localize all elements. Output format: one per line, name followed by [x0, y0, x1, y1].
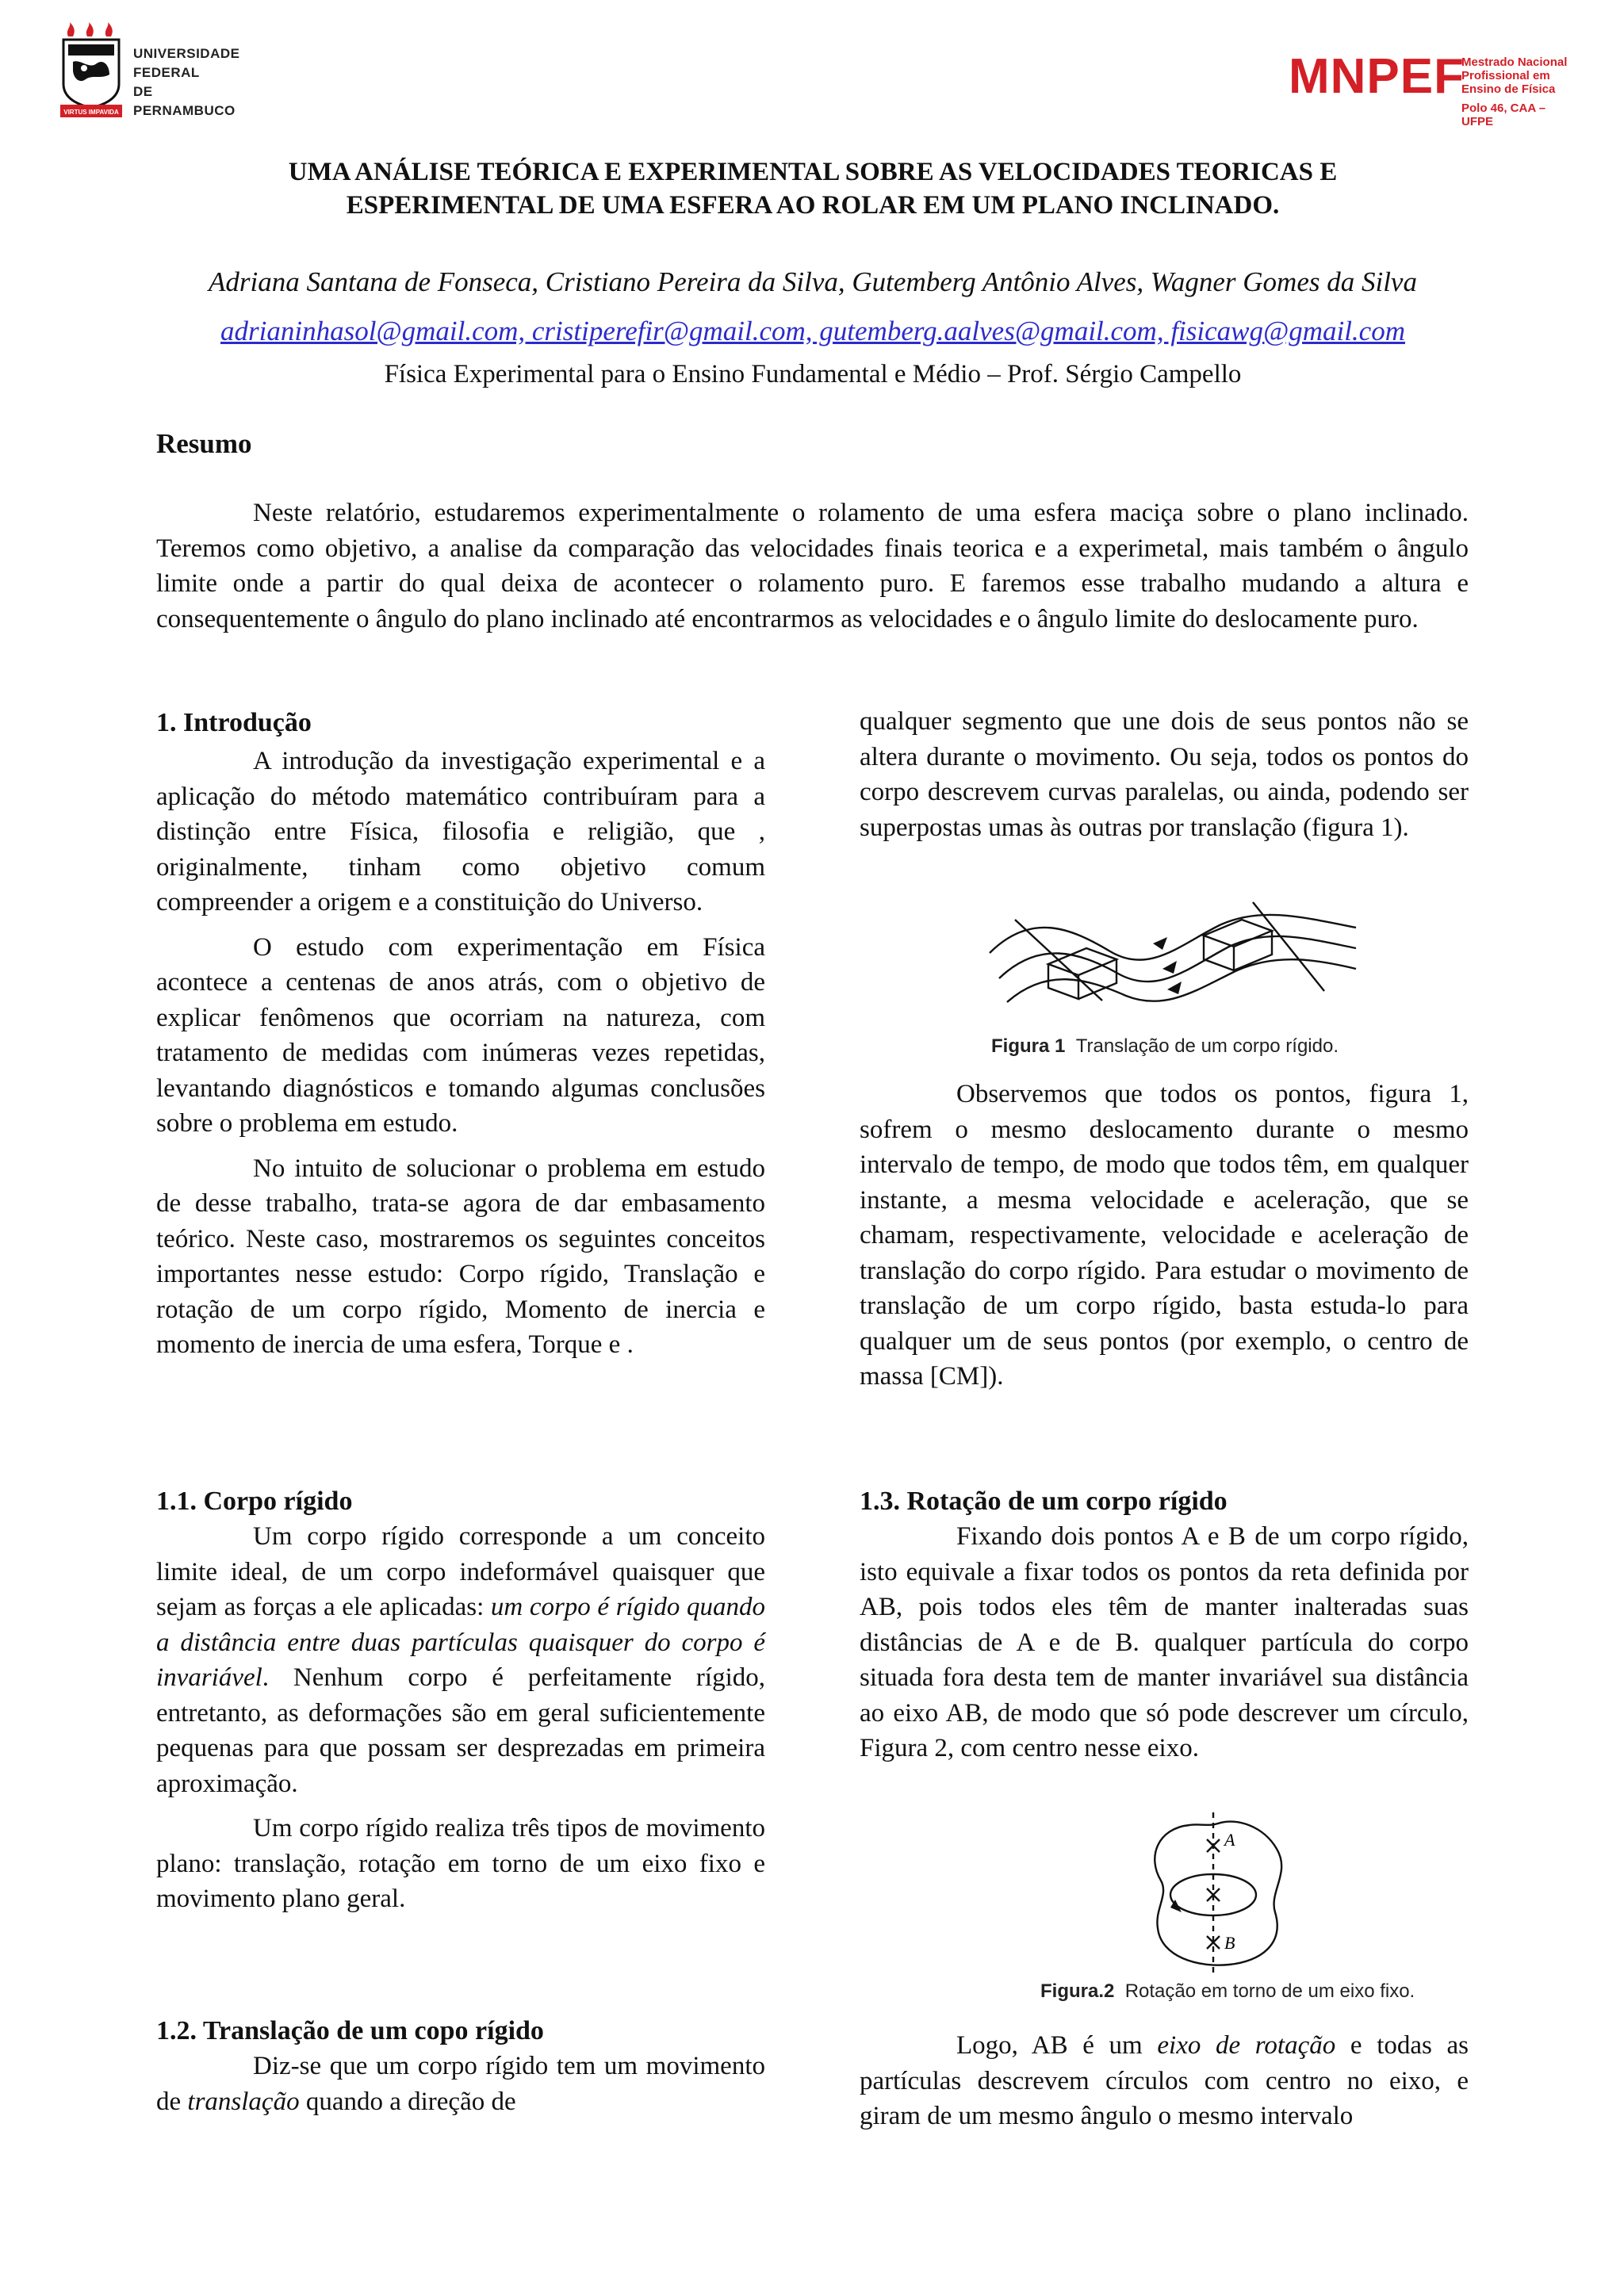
- corpo-rigido-paragraph-2: Um corpo rígido realiza três tipos de movimento plano: translação, rotação em torno de um eixo fixo e movimento plano geral.: [156, 1814, 765, 1913]
- crest-motto: VIRTUS IMPAVIDA: [63, 109, 119, 116]
- corpo-rigido-p1-start: Um corpo rígido corresponde a um conceito limite ideal, de um corpo indeformável quaisquer que sejam as forças a ele aplicadas:: [156, 1522, 765, 1621]
- logo-p-start: Logo, AB é um: [956, 2031, 1158, 2060]
- logo-p-end: e todas as partículas descrevem círculos com centro no eixo, e giram de um mesmo ângulo o mesmo intervalo: [860, 2031, 1469, 2130]
- abstract-heading: Resumo: [156, 428, 252, 459]
- left-column-section-1-2: [156, 2014, 765, 2119]
- mnpef-subtitle-line-2: Profissional em: [1461, 69, 1550, 82]
- author-list: Adriana Santana de Fonseca, Cristiano Pereira da Silva, Gutemberg Antônio Alves, Wagner Gomes da Silva: [209, 266, 1417, 297]
- corpo-rigido-definition: um corpo é rígido quando a distância entre duas partículas quaisquer do corpo é invariável: [156, 1593, 765, 1692]
- mnpef-subtitle-line-3: Ensino de Física: [1461, 82, 1556, 96]
- right-column-top: [860, 704, 1469, 845]
- logo-paragraph: [860, 2028, 1469, 2134]
- translacao-paragraph-1: [156, 2049, 765, 2119]
- figure-2-rotation-diagram: [1142, 1809, 1300, 1976]
- translacao-continuation: qualquer segmento que une dois de seus pontos não se altera durante o movimento. Ou seja, todos os pontos do corpo descrevem curvas paralelas, ou ainda, podendo ser superpostas umas às outras por translação (figura 1).: [860, 707, 1469, 842]
- translacao-p1-start: Diz-se que um corpo rígido tem um movimento de: [156, 2052, 765, 2116]
- intro-paragraph-2: O estudo com experimentação em Física acontece a centenas de anos atrás, com o objetivo de explicar fenômenos que ocorriam na natureza, com tratamento de medidas com inúmeras vezes repetidas, levantando diagnósticos e tomando algumas conclusões sobre o problema em estudo.: [156, 932, 765, 1138]
- left-column-section-1-1: [156, 1484, 765, 1917]
- figure-2-point-b: B: [1224, 1933, 1235, 1953]
- paper-title-line-2: ESPERIMENTAL DE UMA ESFERA AO ROLAR EM UM PLANO INCLINADO.: [346, 191, 1280, 220]
- left-column-intro: [156, 706, 765, 1363]
- ufpe-line-3: DE PERNAMBUCO: [133, 84, 236, 118]
- eixo-de-rotacao-term: eixo de rotação: [1157, 2031, 1336, 2060]
- corpo-rigido-p1-end: . Nenhum corpo é perfeitamente rígido, entretanto, as deformações são em geral suficientemente pequenas para que possam ser desprezadas em primeira aproximação.: [156, 1663, 765, 1798]
- ufpe-line-2: FEDERAL: [133, 65, 200, 80]
- paper-title: [119, 155, 1507, 222]
- translacao-p1-end: quando a direção de: [299, 2087, 516, 2116]
- university-crest-icon: [57, 22, 125, 119]
- paper-title-line-1: UMA ANÁLISE TEÓRICA E EXPERIMENTAL SOBRE AS VELOCIDADES TEORICAS E: [288, 158, 1338, 186]
- observemos-paragraph: Observemos que todos os pontos, figura 1, sofrem o mesmo deslocamento durante o mesmo intervalo de tempo, de modo que todos têm, em qualquer instante, a mesma velocidade e aceleração, que se chamam, respectivamente, velocidade e aceleração de translação do corpo rígido. Para estudar o movimento de translação de um corpo rígido, basta estuda-lo para qualquer um de seus pontos (por exemplo, o centro de massa [CM]).: [860, 1080, 1469, 1391]
- mnpef-wordmark: MNPEF: [1289, 49, 1465, 104]
- intro-paragraph-1: A introdução da investigação experimental e a aplicação do método matemático contribuíram para a distinção entre Física, filosofia e religião, que , originalmente, tinham como objetivo comum compreender a origem e a constituição do Universo.: [156, 747, 765, 916]
- ufpe-logo: [57, 22, 247, 125]
- author-emails[interactable]: adrianinhasol@gmail.com, cristiperefir@gmail.com, gutemberg.aalves@gmail.com, fisicawg@gmail.com: [220, 316, 1405, 346]
- mnpef-subtitle-line-1: Mestrado Nacional: [1461, 55, 1568, 69]
- corpo-rigido-paragraph-1: [156, 1519, 765, 1801]
- figure-2-caption-text: Rotação em torno de um eixo fixo.: [1124, 1980, 1415, 2002]
- abstract-text: Neste relatório, estudaremos experimentalmente o rolamento de uma esfera maciça sobre o plano inclinado. Teremos como objetivo, a analise da comparação das velocidades finais teorica e a experimetal, mais também o ângulo limite onde a partir do qual deixa de acontecer o rolamento puro. E faremos esse trabalho mudando a altura e consequentemente o ângulo do plano inclinado até encontrarmos as velocidades e o ângulo limite do deslocamente puro.: [156, 499, 1469, 633]
- ufpe-wordmark: [133, 44, 247, 121]
- right-column-middle: [860, 1077, 1469, 1395]
- translacao-term: translação: [187, 2087, 300, 2116]
- section-heading-corpo-rigido: 1.1. Corpo rígido: [156, 1487, 353, 1516]
- mnpef-subtitle: [1461, 55, 1567, 96]
- section-heading-translacao: 1.2. Translação de um copo rígido: [156, 2016, 544, 2045]
- ufpe-line-1: UNIVERSIDADE: [133, 46, 240, 61]
- figure-2-caption: [1040, 1980, 1415, 2003]
- figure-1-translation-diagram: [983, 896, 1364, 1013]
- section-heading-introducao: 1. Introdução: [156, 708, 312, 737]
- figure-1-label: Figura 1: [991, 1035, 1066, 1057]
- course-line: Física Experimental para o Ensino Fundamental e Médio – Prof. Sérgio Campello: [384, 360, 1242, 388]
- figure-1-caption-text: Translação de um corpo rígido.: [1075, 1035, 1339, 1057]
- mnpef-polo: Polo 46, CAA – UFPE: [1461, 101, 1546, 128]
- rotacao-paragraph-1: Fixando dois pontos A e B de um corpo rígido, isto equivale a fixar todos os pontos da reta definida por AB, pois todos eles têm de manter inalteradas suas distâncias de A e de B. qualquer partícula do corpo situada fora desta tem de manter invariável sua distância ao eixo AB, de modo que só pode descrever um círculo, Figura 2, com centro nesse eixo.: [860, 1522, 1469, 1762]
- figure-2-label: Figura.2: [1040, 1980, 1115, 2002]
- section-heading-rotacao: 1.3. Rotação de um corpo rígido: [860, 1487, 1228, 1516]
- right-column-section-1-3: [860, 1484, 1469, 1766]
- figure-1-caption: [991, 1035, 1339, 1058]
- mnpef-logo: [1289, 48, 1574, 127]
- right-column-bottom: [860, 2028, 1469, 2134]
- figure-2-point-a: A: [1224, 1830, 1235, 1850]
- intro-paragraph-3: No intuito de solucionar o problema em estudo de desse trabalho, trata-se agora de dar embasamento teórico. Neste caso, mostraremos os seguintes conceitos importantes nesse estudo: Corpo rígido, Translação e rotação de um corpo rígido, Momento de inercia e momento de inercia de uma esfera, Torque e .: [156, 1154, 765, 1359]
